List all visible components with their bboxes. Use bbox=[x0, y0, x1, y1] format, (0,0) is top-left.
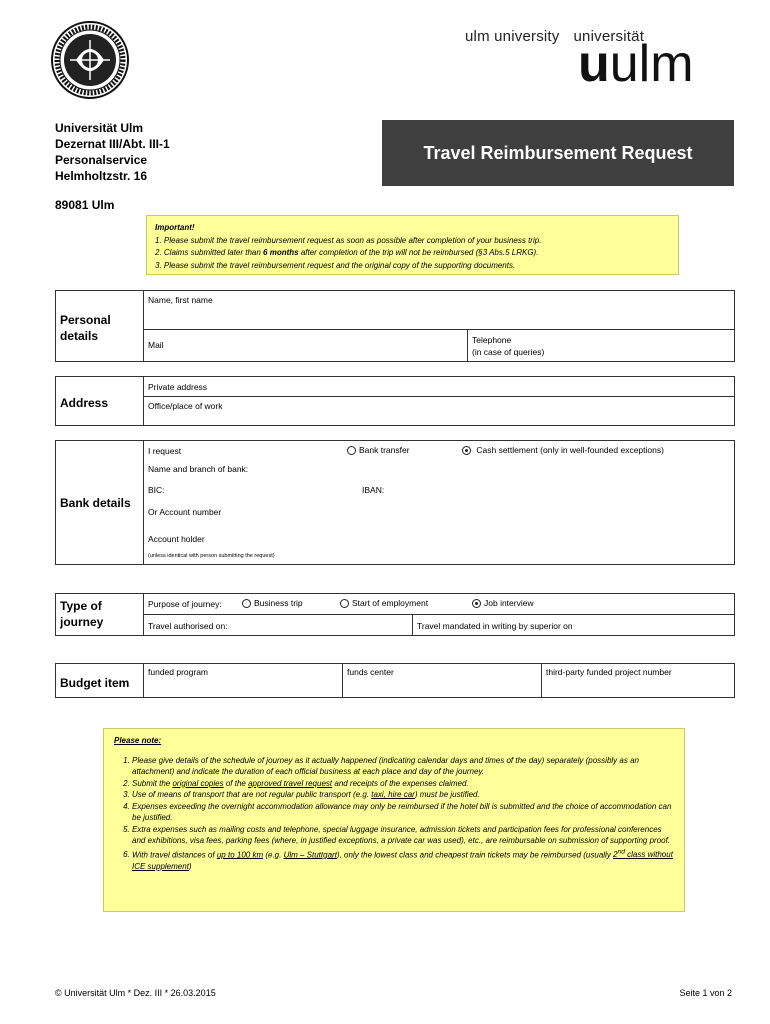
important-line: 3. Please submit the travel reimbursement request and the original copy of the supporting documents. bbox=[155, 260, 516, 270]
office-field[interactable]: Office/place of work bbox=[148, 401, 223, 411]
brand-wordmark-small: ulm university universität bbox=[465, 28, 645, 45]
address-city: 89081 Ulm bbox=[55, 198, 115, 212]
private-address-field[interactable]: Private address bbox=[148, 382, 208, 392]
brand-wordmark-uulm: uulm bbox=[578, 35, 694, 93]
bank-name-field[interactable]: Name and branch of bank: bbox=[148, 464, 249, 474]
sender-address bbox=[55, 120, 170, 184]
bank-transfer-option[interactable]: Bank transfer bbox=[347, 445, 410, 455]
important-line: 1. Please submit the travel reimbursement request as soon as possible after completion of your business trip. bbox=[155, 235, 542, 245]
name-field[interactable]: Name, first name bbox=[148, 295, 213, 305]
bic-field[interactable]: BIC: bbox=[148, 485, 165, 495]
start-employment-option[interactable]: Start of employment bbox=[340, 598, 428, 608]
iban-field[interactable]: IBAN: bbox=[362, 485, 385, 495]
bank-details-label: Bank details bbox=[60, 496, 131, 510]
university-seal-logo bbox=[50, 20, 130, 100]
authorised-on-field[interactable]: Travel authorised on: bbox=[148, 621, 228, 631]
account-number-field[interactable]: Or Account number bbox=[148, 507, 222, 517]
address-line: Personalservice bbox=[55, 153, 148, 167]
note-heading: Please note: bbox=[114, 736, 162, 745]
mail-field[interactable]: Mail bbox=[148, 340, 164, 350]
job-interview-option[interactable]: Job interview bbox=[472, 598, 534, 608]
business-trip-option[interactable]: Business trip bbox=[242, 598, 303, 608]
personal-details-label: Personal details bbox=[60, 313, 111, 343]
third-party-field[interactable]: third-party funded project number bbox=[546, 667, 672, 677]
footer-copyright: © Universität Ulm * Dez. III * 26.03.2015 bbox=[55, 988, 216, 998]
account-holder-field[interactable]: Account holder bbox=[148, 534, 205, 544]
note-item: 3. Use of means of transport that are not regular public transport (e.g. taxi, hire car) must be justified. bbox=[132, 789, 674, 801]
budget-label: Budget item bbox=[60, 676, 130, 690]
radio-icon[interactable] bbox=[340, 599, 349, 608]
note-item: 1. Please give details of the schedule of journey as it actually happened (indicating calendar days and times of the day) separately (possibly as an attachment) and indicate the duration of each official business at each place and day of the journey. bbox=[132, 755, 674, 778]
funded-program-field[interactable]: funded program bbox=[148, 667, 209, 677]
important-notice bbox=[146, 215, 679, 275]
note-item: 4. Expenses exceeding the overnight accommodation allowance may only be reimbursed if the hotel bill is submitted and the choice of accommodation can be justified. bbox=[132, 801, 674, 824]
note-item: 5. Extra expenses such as mailing costs and telephone, special luggage insurance, admission tickets and participation fees for professional conferences and exhibitions, visa fees, parking fees (where, in justified exceptions, a private car was used), etc., are reimbursable on submission of supporting proof. bbox=[132, 824, 674, 847]
please-note-box bbox=[103, 728, 685, 912]
page-title: Travel Reimbursement Request bbox=[382, 120, 734, 186]
funds-center-field[interactable]: funds center bbox=[347, 667, 394, 677]
radio-icon[interactable] bbox=[242, 599, 251, 608]
request-label: I request bbox=[148, 446, 182, 456]
cash-settlement-option[interactable]: Cash settlement (only in well-founded exceptions) bbox=[462, 445, 664, 455]
telephone-field[interactable]: Telephone (in case of queries) bbox=[472, 335, 545, 357]
footer-page-number: Seite 1 von 2 bbox=[679, 988, 732, 998]
radio-selected-icon[interactable] bbox=[462, 446, 471, 455]
address-line: Dezernat III/Abt. III-1 bbox=[55, 137, 170, 151]
important-line: 2. Claims submitted later than 6 months after completion of the trip will not be reimbursed (§3 Abs.5 LRKG). bbox=[155, 248, 539, 257]
mandated-field[interactable]: Travel mandated in writing by superior on bbox=[417, 621, 573, 631]
radio-selected-icon[interactable] bbox=[472, 599, 481, 608]
radio-icon[interactable] bbox=[347, 446, 356, 455]
address-line: Helmholtzstr. 16 bbox=[55, 169, 148, 183]
address-label: Address bbox=[60, 396, 109, 410]
bank-details-section bbox=[55, 440, 735, 565]
journey-label: Type of journey bbox=[60, 599, 104, 629]
important-heading: Important! bbox=[155, 223, 195, 232]
account-holder-note: (unless identical with person submitting the request) bbox=[148, 553, 275, 559]
purpose-label: Purpose of journey: bbox=[148, 599, 222, 609]
note-item: 6. With travel distances of up to 100 km (e.g. Ulm – Stuttgart), only the lowest class and cheapest train tickets may be reimbursed (usually 2nd class without ICE supplement) bbox=[132, 847, 674, 873]
address-line: Universität Ulm bbox=[55, 121, 144, 135]
note-item: 2. Submit the original copies of the approved travel request and receipts of the expenses claimed. bbox=[132, 778, 674, 790]
